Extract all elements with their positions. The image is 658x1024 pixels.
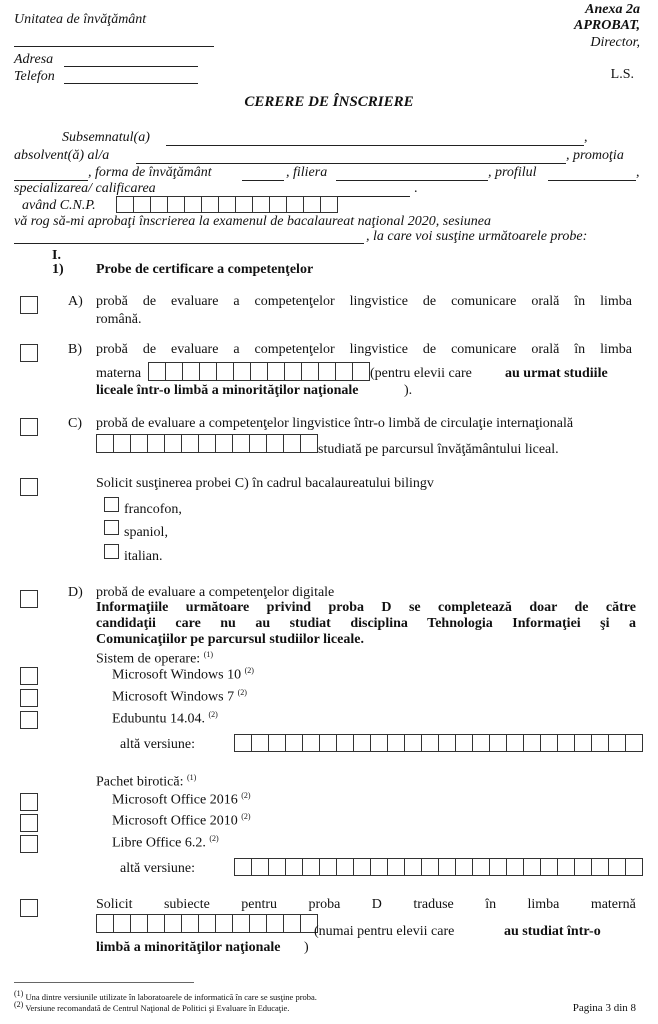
page-title: CERERE DE ÎNSCRIERE <box>244 94 414 110</box>
translation-paren: (numai pentru elevii care <box>314 924 455 939</box>
char-cell[interactable] <box>490 735 507 751</box>
os-win7-checkbox[interactable] <box>20 689 38 707</box>
char-cell[interactable] <box>199 915 216 932</box>
char-cell[interactable] <box>286 735 303 751</box>
mother-tongue-input[interactable] <box>148 362 370 381</box>
char-cell[interactable] <box>456 859 473 875</box>
char-cell[interactable] <box>336 363 353 380</box>
profil-label: , profilul <box>488 165 537 180</box>
char-cell[interactable] <box>202 197 219 212</box>
phone-field[interactable] <box>64 83 198 84</box>
char-cell[interactable] <box>304 197 321 212</box>
char-cell[interactable] <box>216 435 233 452</box>
char-cell[interactable] <box>541 735 558 751</box>
section-roman: I. <box>52 248 61 263</box>
section-heading: Probe de certificare a competenţelor <box>96 262 314 277</box>
char-cell[interactable] <box>287 197 304 212</box>
approved-label: APROBAT, <box>573 18 640 33</box>
char-cell[interactable] <box>151 197 168 212</box>
char-cell[interactable] <box>235 859 252 875</box>
bilingual-text: Solicit susţinerea probei C) în cadrul bacalaureatului bilingv <box>96 476 434 491</box>
char-cell[interactable] <box>134 197 151 212</box>
spaniol-checkbox[interactable] <box>104 520 119 535</box>
probe-a-text: probă de evaluare a competenţelor lingvistice de comunicare orală în limba <box>96 294 632 309</box>
char-cell[interactable] <box>337 735 354 751</box>
char-cell[interactable] <box>303 859 320 875</box>
char-cell[interactable] <box>182 435 199 452</box>
char-cell[interactable] <box>267 915 284 932</box>
spaniol-label: spaniol, <box>124 525 168 540</box>
office-libre-label: Libre Office 6.2. $^{(2)}$ <box>112 834 219 851</box>
probe-d-checkbox[interactable] <box>20 590 38 608</box>
probe-b-bold1: au urmat studiile <box>505 366 608 381</box>
probe-c-text-2: studiată pe parcursul învăţământului liceal. <box>318 442 559 457</box>
char-cell[interactable] <box>353 363 369 380</box>
char-cell[interactable] <box>217 363 234 380</box>
char-cell[interactable] <box>371 859 388 875</box>
os-label: Sistem de operare: $^{(1)}$ <box>96 650 214 667</box>
char-cell[interactable] <box>267 435 284 452</box>
char-cell[interactable] <box>354 735 371 751</box>
os-edubuntu-checkbox[interactable] <box>20 711 38 729</box>
francofon-label: francofon, <box>124 502 182 517</box>
italian-label: italian. <box>124 549 163 564</box>
probe-b-materna: materna <box>96 366 142 381</box>
char-cell[interactable] <box>388 859 405 875</box>
footnote-1: $^{(1)}$ Una dintre versiunile utilizate în laboratoarele de informatică în care se susţine proba. <box>14 989 317 1002</box>
char-cell[interactable] <box>575 859 592 875</box>
os-win10-checkbox[interactable] <box>20 667 38 685</box>
char-cell[interactable] <box>233 915 250 932</box>
char-cell[interactable] <box>507 735 524 751</box>
probe-a-label: A) <box>68 294 83 309</box>
probe-b-paren: (pentru elevii care <box>370 366 472 381</box>
char-cell[interactable] <box>337 859 354 875</box>
char-cell[interactable] <box>114 915 131 932</box>
char-cell[interactable] <box>609 859 626 875</box>
address-label: Adresa <box>14 52 54 67</box>
school-unit-field[interactable] <box>14 46 214 47</box>
char-cell[interactable] <box>219 197 236 212</box>
char-cell[interactable] <box>524 859 541 875</box>
char-cell[interactable] <box>558 735 575 751</box>
char-cell[interactable] <box>168 197 185 212</box>
char-cell[interactable] <box>165 435 182 452</box>
probe-b-text: probă de evaluare a competenţelor lingvistice de comunicare orală în limba <box>96 342 632 357</box>
probe-d-label: D) <box>68 585 83 600</box>
char-cell[interactable] <box>524 735 541 751</box>
bilingual-checkbox[interactable] <box>20 478 38 496</box>
os-other-label: altă versiune: <box>120 737 196 752</box>
char-cell[interactable] <box>252 735 269 751</box>
translation-text: Solicit subiecte pentru proba D traduse în limba maternă <box>96 897 636 912</box>
char-cell[interactable] <box>473 859 490 875</box>
char-cell[interactable] <box>97 435 114 452</box>
probe-d-bold-2: candidaţii care nu au studiat disciplina Tehnologia Informaţiei şi a <box>96 616 636 631</box>
italian-checkbox[interactable] <box>104 544 119 559</box>
translation-bold1: au studiat într-o <box>504 924 601 939</box>
annex-label: Anexa 2a <box>585 2 640 17</box>
probe-d-bold-3: Comunicaţiilor pe parcursul studiilor liceale. <box>96 632 364 647</box>
request-end: , la care voi susţine următoarele probe: <box>366 229 588 244</box>
probe-b-checkbox[interactable] <box>20 344 38 362</box>
char-cell[interactable] <box>490 859 507 875</box>
char-cell[interactable] <box>626 859 642 875</box>
office-label: Pachet birotică: $^{(1)}$ <box>96 773 197 790</box>
char-cell[interactable] <box>422 859 439 875</box>
char-cell[interactable] <box>439 735 456 751</box>
char-cell[interactable] <box>284 435 301 452</box>
os-other-input[interactable] <box>234 734 643 752</box>
char-cell[interactable] <box>301 435 317 452</box>
office-libre-checkbox[interactable] <box>20 835 38 853</box>
char-cell[interactable] <box>319 363 336 380</box>
char-cell[interactable] <box>270 197 287 212</box>
foreign-language-input[interactable] <box>96 434 318 453</box>
probe-d-text: probă de evaluare a competenţelor digitale <box>96 585 335 600</box>
char-cell[interactable] <box>321 197 337 212</box>
char-cell[interactable] <box>268 363 285 380</box>
char-cell[interactable] <box>609 735 626 751</box>
char-cell[interactable] <box>117 197 134 212</box>
char-cell[interactable] <box>592 859 609 875</box>
char-cell[interactable] <box>541 859 558 875</box>
probe-b-label: B) <box>68 342 82 357</box>
probe-c-text: probă de evaluare a competenţelor lingvistice într-o limbă de circulaţie internaţională <box>96 416 574 431</box>
os-win10-label: Microsoft Windows 10 $^{(2)}$ <box>112 666 254 683</box>
char-cell[interactable] <box>269 735 286 751</box>
phone-label: Telefon <box>14 69 55 84</box>
director-label: Director, <box>590 35 640 50</box>
char-cell[interactable] <box>97 915 114 932</box>
translation-bold2: limbă a minorităţilor naţionale <box>96 940 281 955</box>
char-cell[interactable] <box>302 363 319 380</box>
char-cell[interactable] <box>131 915 148 932</box>
char-cell[interactable] <box>405 735 422 751</box>
char-cell[interactable] <box>251 363 268 380</box>
char-cell[interactable] <box>320 859 337 875</box>
probe-d-bold-1: Informaţiile următoare privind proba D se completează doar de către <box>96 600 636 615</box>
translation-language-input[interactable] <box>96 914 318 933</box>
char-cell[interactable] <box>558 859 575 875</box>
profile-field[interactable] <box>548 180 636 181</box>
char-cell[interactable] <box>422 735 439 751</box>
office-2016-label: Microsoft Office 2016 $^{(2)}$ <box>112 791 251 808</box>
filiera-field[interactable] <box>336 180 488 181</box>
char-cell[interactable] <box>575 735 592 751</box>
char-cell[interactable] <box>284 915 301 932</box>
char-cell[interactable] <box>235 735 252 751</box>
char-cell[interactable] <box>371 735 388 751</box>
footnote-2: $^{(2)}$ Versiune recomandată de Centrul Naţional de Politici şi Evaluare în Educaţie. <box>14 1000 290 1013</box>
cnp-label: având C.N.P. <box>22 198 96 213</box>
char-cell[interactable] <box>286 859 303 875</box>
subsemnatul-label: Subsemnatul(a) <box>62 130 150 145</box>
char-cell[interactable] <box>285 363 302 380</box>
section-number: 1) <box>52 262 64 277</box>
char-cell[interactable] <box>592 735 609 751</box>
ls-stamp-label: L.S. <box>610 67 634 82</box>
office-other-label: altă versiune: <box>120 861 196 876</box>
office-2010-checkbox[interactable] <box>20 814 38 832</box>
char-cell[interactable] <box>388 735 405 751</box>
os-edubuntu-label: Edubuntu 14.04. $^{(2)}$ <box>112 710 218 727</box>
probe-a-text-2: română. <box>96 312 142 327</box>
char-cell[interactable] <box>269 859 286 875</box>
probe-c-checkbox[interactable] <box>20 418 38 436</box>
footnote-divider <box>14 982 194 983</box>
char-cell[interactable] <box>234 363 251 380</box>
char-cell[interactable] <box>149 363 166 380</box>
school-field[interactable] <box>136 163 566 164</box>
specializare-label: specializarea/ calificarea <box>14 181 156 196</box>
char-cell[interactable] <box>473 735 490 751</box>
char-cell[interactable] <box>456 735 473 751</box>
char-cell[interactable] <box>216 915 233 932</box>
probe-a-checkbox[interactable] <box>20 296 38 314</box>
probe-b-bold2: liceale într-o limbă a minorităţilor naţionale <box>96 383 359 398</box>
char-cell[interactable] <box>253 197 270 212</box>
char-cell[interactable] <box>320 735 337 751</box>
char-cell[interactable] <box>252 859 269 875</box>
char-cell[interactable] <box>183 363 200 380</box>
os-win7-label: Microsoft Windows 7 $^{(2)}$ <box>112 688 247 705</box>
char-cell[interactable] <box>626 735 642 751</box>
char-cell[interactable] <box>233 435 250 452</box>
filiera-label: , filiera <box>286 165 328 180</box>
char-cell[interactable] <box>131 435 148 452</box>
address-field[interactable] <box>64 66 198 67</box>
francofon-checkbox[interactable] <box>104 497 119 512</box>
char-cell[interactable] <box>354 859 371 875</box>
char-cell[interactable] <box>199 435 216 452</box>
page-number: Pagina 3 din 8 <box>572 1002 636 1014</box>
char-cell[interactable] <box>200 363 217 380</box>
char-cell[interactable] <box>439 859 456 875</box>
char-cell[interactable] <box>250 435 267 452</box>
char-cell[interactable] <box>148 915 165 932</box>
char-cell[interactable] <box>114 435 131 452</box>
translation-checkbox[interactable] <box>20 899 38 917</box>
office-other-input[interactable] <box>234 858 643 876</box>
session-field[interactable] <box>14 243 364 244</box>
char-cell[interactable] <box>165 915 182 932</box>
office-2010-label: Microsoft Office 2010 $^{(2)}$ <box>112 812 251 829</box>
study-form-field[interactable] <box>242 180 284 181</box>
school-unit-label: Unitatea de învăţământ <box>14 12 147 27</box>
char-cell[interactable] <box>182 915 199 932</box>
name-field[interactable] <box>166 145 584 146</box>
char-cell[interactable] <box>303 735 320 751</box>
char-cell[interactable] <box>250 915 267 932</box>
char-cell[interactable] <box>166 363 183 380</box>
absolvent-label: absolvent(ă) al/a <box>14 148 110 163</box>
promotia-label: , promoţia <box>566 148 624 163</box>
cnp-input[interactable] <box>116 196 338 213</box>
office-2016-checkbox[interactable] <box>20 793 38 811</box>
request-line: vă rog să-mi aprobaţi înscrierea la examenul de bacalaureat naţional 2020, sesiunea <box>14 214 491 229</box>
probe-c-label: C) <box>68 416 82 431</box>
forma-label: , forma de învăţământ <box>88 165 212 180</box>
char-cell[interactable] <box>185 197 202 212</box>
char-cell[interactable] <box>405 859 422 875</box>
char-cell[interactable] <box>507 859 524 875</box>
char-cell[interactable] <box>236 197 253 212</box>
char-cell[interactable] <box>148 435 165 452</box>
